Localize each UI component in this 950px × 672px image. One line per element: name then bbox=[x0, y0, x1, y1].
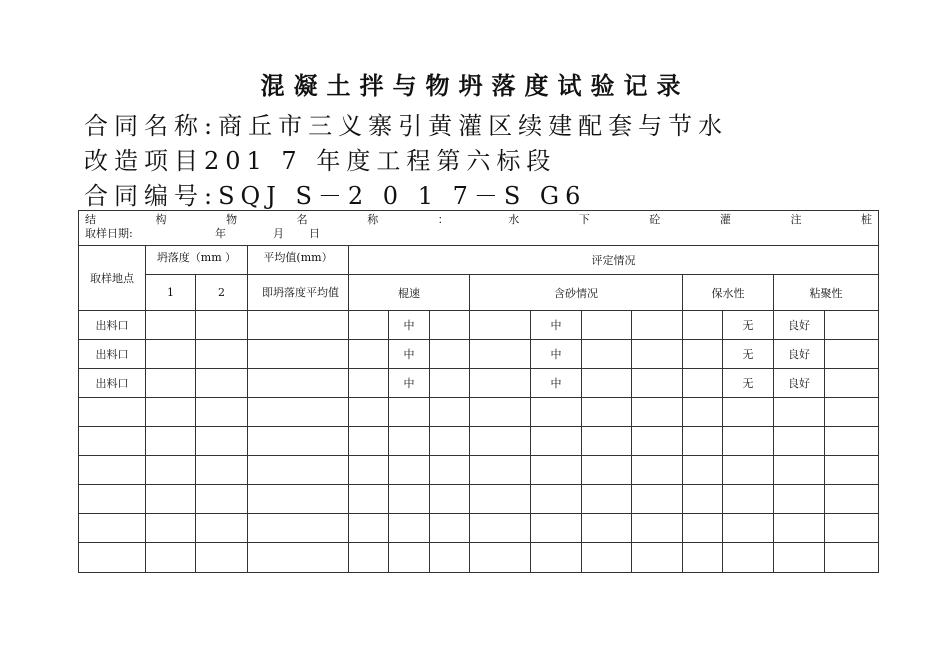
contract-name-line-2: 改造项目201 7 年度工程第六标段 bbox=[84, 147, 557, 175]
contract-number-line: 合同编号:SQJ S－2 0 1 7－S G6 bbox=[84, 182, 587, 210]
empty-table-row bbox=[79, 543, 879, 573]
structure-char: 砼 bbox=[649, 213, 661, 226]
structure-char: 称 bbox=[367, 213, 379, 226]
sand-cell: 中 bbox=[531, 340, 582, 369]
structure-char: 注 bbox=[790, 213, 802, 226]
structure-char: 灌 bbox=[719, 213, 731, 226]
slump-col-1: 1 bbox=[146, 275, 196, 311]
cohesion-cell: 良好 bbox=[774, 369, 825, 398]
structure-char: 构 bbox=[155, 213, 167, 226]
empty-table-row bbox=[79, 398, 879, 427]
water-retention-cell: 无 bbox=[723, 340, 774, 369]
sampling-date-label: 取样日期: bbox=[85, 227, 133, 240]
empty-table-row bbox=[79, 427, 879, 456]
cohesion-cell: 良好 bbox=[774, 340, 825, 369]
stick-cell: 中 bbox=[389, 369, 430, 398]
table-row bbox=[79, 340, 879, 369]
table-info-cell bbox=[79, 211, 879, 246]
structure-char: 物 bbox=[226, 213, 238, 226]
sampling-place-header: 取样地点 bbox=[79, 246, 146, 311]
sampling-place-cell: 出料口 bbox=[79, 311, 146, 340]
empty-table-row bbox=[79, 514, 879, 543]
table-row bbox=[79, 311, 879, 340]
structure-char: ： bbox=[437, 213, 449, 226]
contract-name-line-1: 合同名称:商丘市三义寨引黄灌区续建配套与节水 bbox=[84, 112, 729, 140]
sampling-date-row bbox=[85, 227, 872, 241]
stick-cell: 中 bbox=[389, 311, 430, 340]
structure-char: 桩 bbox=[861, 213, 873, 226]
empty-table-row bbox=[79, 485, 879, 514]
evaluation-header: 评定情况 bbox=[349, 246, 879, 275]
stick-cell: 中 bbox=[389, 340, 430, 369]
sand-content-header: 含砂情况 bbox=[470, 275, 683, 311]
structure-char: 水 bbox=[508, 213, 520, 226]
structure-name-row bbox=[85, 213, 872, 227]
sampling-place-cell: 出料口 bbox=[79, 369, 146, 398]
average-subheader: 即坍落度平均值 bbox=[248, 275, 349, 311]
structure-char: 下 bbox=[578, 213, 590, 226]
date-day-label: 日 bbox=[309, 227, 320, 240]
table-row bbox=[79, 369, 879, 398]
sand-cell: 中 bbox=[531, 369, 582, 398]
water-retention-cell: 无 bbox=[723, 311, 774, 340]
water-retention-header: 保水性 bbox=[683, 275, 774, 311]
structure-char: 结 bbox=[85, 213, 96, 226]
structure-char: 名 bbox=[296, 213, 308, 226]
slump-header: 坍落度（mm ） bbox=[146, 246, 248, 275]
sampling-place-cell: 出料口 bbox=[79, 340, 146, 369]
sand-cell: 中 bbox=[531, 311, 582, 340]
document-title: 混凝土拌与物坍落度试验记录 bbox=[260, 71, 690, 100]
water-retention-cell: 无 bbox=[723, 369, 774, 398]
cohesion-header: 粘聚性 bbox=[774, 275, 879, 311]
stick-header: 棍速 bbox=[349, 275, 470, 311]
empty-table-row bbox=[79, 456, 879, 485]
slump-col-2: 2 bbox=[196, 275, 248, 311]
date-year-label: 年 bbox=[215, 227, 226, 240]
slump-test-table bbox=[78, 210, 879, 573]
cohesion-cell: 良好 bbox=[774, 311, 825, 340]
average-header: 平均值(mm） bbox=[248, 246, 349, 275]
date-month-label: 月 bbox=[273, 227, 284, 240]
